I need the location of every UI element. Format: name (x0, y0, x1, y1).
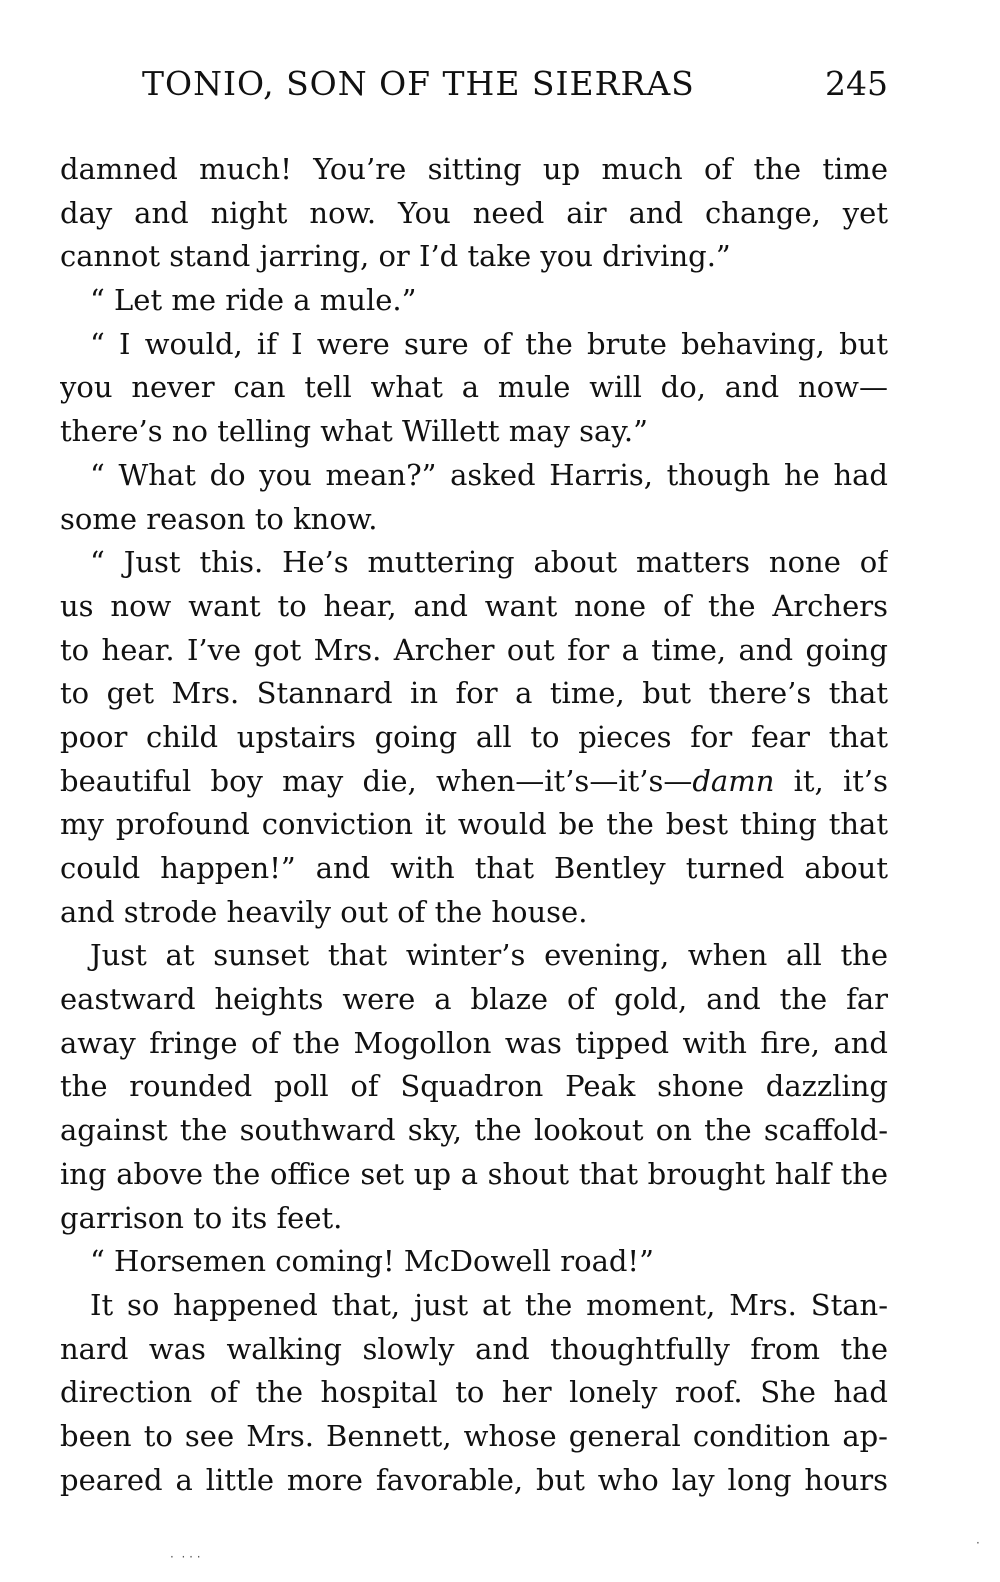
text-line: against the southward sky, the lookout on the scaffold- (60, 1113, 888, 1148)
text-line: eastward heights were a blaze of gold, and the far (60, 982, 888, 1017)
text-line: peared a little more favorable, but who lay long hours (60, 1462, 888, 1497)
text-line: day and night now. You need air and change, yet (60, 195, 888, 230)
book-page (60, 56, 888, 1526)
text-line: nard was walking slowly and thoughtfully from the (60, 1331, 888, 1366)
text-line: cannot stand jarring, or I’d take you driving.” (60, 239, 731, 274)
scan-speck: · (976, 1536, 980, 1550)
text-line: you never can tell what a mule will do, and now— (60, 370, 888, 405)
text-line: garrison to its feet. (60, 1200, 343, 1235)
running-head (60, 56, 888, 116)
text-line: direction of the hospital to her lonely roof. She had (60, 1375, 888, 1410)
text-line: been to see Mrs. Bennett, whose general condition ap- (60, 1418, 888, 1453)
text-line: and strode heavily out of the house. (60, 894, 588, 929)
text-line: “ Horsemen coming! McDowell road!” (90, 1244, 654, 1279)
body-text (60, 148, 888, 1502)
emphasized-word: damn (692, 763, 775, 798)
text-line: some reason to know. (60, 501, 378, 536)
text-line-with-emphasis (60, 760, 888, 804)
text-line: us now want to hear, and want none of the Archers (60, 588, 888, 623)
text-line: It so happened that, just at the moment, Mrs. Stan- (90, 1287, 888, 1322)
scan-speck: · · · · (170, 1550, 201, 1564)
text-line: ing above the office set up a shout that brought half the (60, 1156, 888, 1191)
text-line: “ Just this. He’s muttering about matters none of (90, 545, 888, 580)
text-line: “ What do you mean?” asked Harris, though he had (90, 457, 888, 492)
line-end: it, it’s (774, 763, 888, 798)
text-line: to hear. I’ve got Mrs. Archer out for a time, and going (60, 632, 888, 667)
text-line: my profound conviction it would be the best thing that (60, 807, 888, 842)
running-title: TONIO, SON OF THE SIERRAS (142, 64, 695, 103)
text-line: poor child upstairs going all to pieces for fear that (60, 719, 888, 754)
text-line: Just at sunset that winter’s evening, when all the (90, 938, 888, 973)
text-line: there’s no telling what Willett may say.” (60, 414, 648, 449)
text-line: to get Mrs. Stannard in for a time, but there’s that (60, 676, 888, 711)
line-start: beautiful boy may die, when—it’s—it’s— (60, 763, 693, 798)
text-line: the rounded poll of Squadron Peak shone dazzling (60, 1069, 888, 1104)
text-line: away fringe of the Mogollon was tipped with fire, and (60, 1025, 888, 1060)
text-line: damned much! You’re sitting up much of the time (60, 152, 888, 186)
text-line: “ Let me ride a mule.” (90, 283, 417, 318)
text-line: could happen!” and with that Bentley turned about (60, 851, 888, 885)
page-number: 245 (825, 64, 888, 103)
text-line: “ I would, if I were sure of the brute behaving, but (90, 326, 888, 361)
